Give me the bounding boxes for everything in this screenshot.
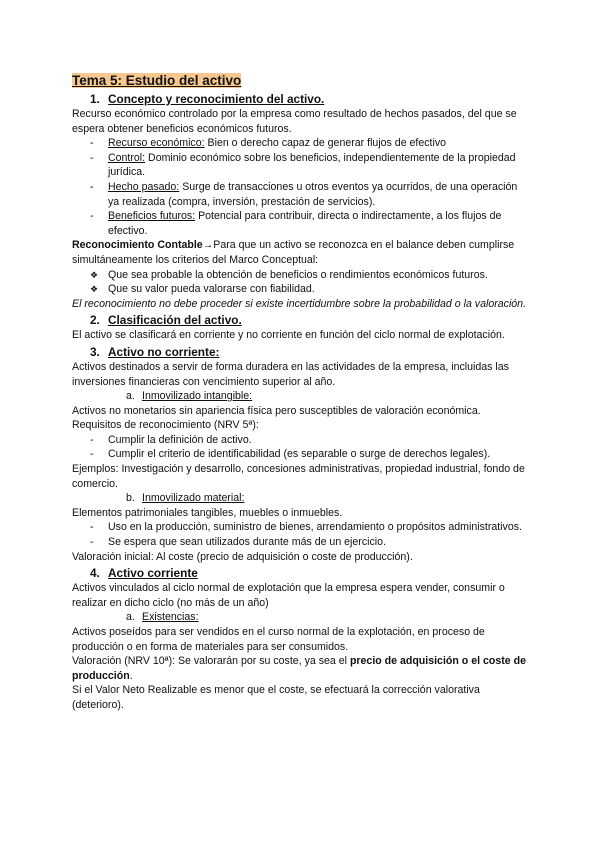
s1-intro: Recurso económico controlado por la empresa como resultado de hechos pasados, del que se espera obtener beneficios económicos futuros. — [72, 108, 517, 135]
section-heading-3: 3. Activo no corriente: — [90, 344, 220, 359]
s4-text: Activos vinculados al ciclo normal de explotación que la empresa espera vender, consumir o realizar en dicho ciclo (no más de un año) — [72, 582, 505, 609]
s4-a-text: Activos poseídos para ser vendidos en el curso normal de la explotación, en proceso de producción o en forma de materiales para ser consumidos. — [72, 626, 485, 653]
recognition-note: El reconocimiento no debe proceder si existe incertidumbre sobre la probabilidad o la valoración. — [72, 297, 527, 310]
list-item: - Hecho pasado: Surge de transacciones u otros eventos ya ocurridos, de una operación ya realizada (compra, inversión, prestación de servicios). — [72, 180, 530, 209]
subheading-intangible: a. Inmovilizado intangible: — [126, 390, 253, 403]
list-item: - Uso en la producción, suministro de bienes, arrendamiento o propósitos administrativos. — [72, 520, 530, 535]
s3-a-req: Requisitos de reconocimiento (NRV 5ª): — [72, 419, 259, 432]
s3-text: Activos destinados a servir de forma duradera en las actividades de la empresa, incluidas las inversiones financieras con vencimiento superior al año. — [72, 360, 509, 388]
s3-a-text: Activos no monetarios sin apariencia física pero susceptibles de valoración económica. — [72, 404, 481, 417]
subheading-material: b. Inmovilizado material: — [126, 492, 245, 505]
s3-b-valuation: Valoración inicial: Al coste (precio de adquisición o coste de producción). — [72, 550, 413, 563]
list-item: - Control: Dominio económico sobre los beneficios, independientemente de la propiedad jurídica. — [72, 151, 530, 180]
subheading-existencias: a. Existencias: — [126, 611, 199, 624]
diamond-bullet-icon: ❖ — [90, 284, 99, 295]
section-heading-2: 2. Clasificación del activo. — [90, 313, 242, 328]
recognition-paragraph: Reconocimiento Contable→Para que un activo se reconozca en el balance deben cumplirse simultáneamente los criterios del Marco Conceptual: — [72, 239, 515, 266]
s3-a-examples: Ejemplos: Investigación y desarrollo, concesiones administrativas, propiedad industrial, fondo de comercio. — [72, 463, 525, 490]
s3-b-text: Elementos patrimoniales tangibles, muebles o inmuebles. — [72, 506, 343, 519]
list-item: - Se espera que sean utilizados durante más de un ejercicio. — [72, 535, 530, 550]
list-item: - Recurso económico: Bien o derecho capaz de generar flujos de efectivo — [72, 136, 530, 151]
diamond-bullet-icon: ❖ — [90, 269, 99, 280]
section-heading-1: 1. Concepto y reconocimiento del activo. — [90, 92, 325, 106]
list-item: ❖ Que sea probable la obtención de beneficios o rendimientos económicos futuros. — [90, 268, 488, 281]
s4-valuation: Valoración (NRV 10ª): Se valorarán por su coste, ya sea el precio de adquisición o el coste de producción. — [72, 655, 526, 682]
s4-vnr: Si el Valor Neto Realizable es menor que el coste, se efectuará la corrección valorativa (deterioro). — [72, 684, 480, 711]
list-item: - Cumplir la definición de activo. — [72, 433, 530, 448]
page-title: Tema 5: Estudio del activo — [72, 73, 242, 88]
list-item: ❖ Que su valor pueda valorarse con fiabilidad. — [90, 283, 315, 296]
s2-text: El activo se clasificará en corriente y no corriente en función del ciclo normal de explotación. — [72, 329, 505, 342]
section-heading-4: 4. Activo corriente — [90, 566, 198, 581]
list-item: - Cumplir el criterio de identificabilidad (es separable o surge de derechos legales). — [72, 447, 530, 462]
list-item: - Beneficios futuros: Potencial para contribuir, directa o indirectamente, a los flujos de efectivo. — [72, 209, 530, 238]
